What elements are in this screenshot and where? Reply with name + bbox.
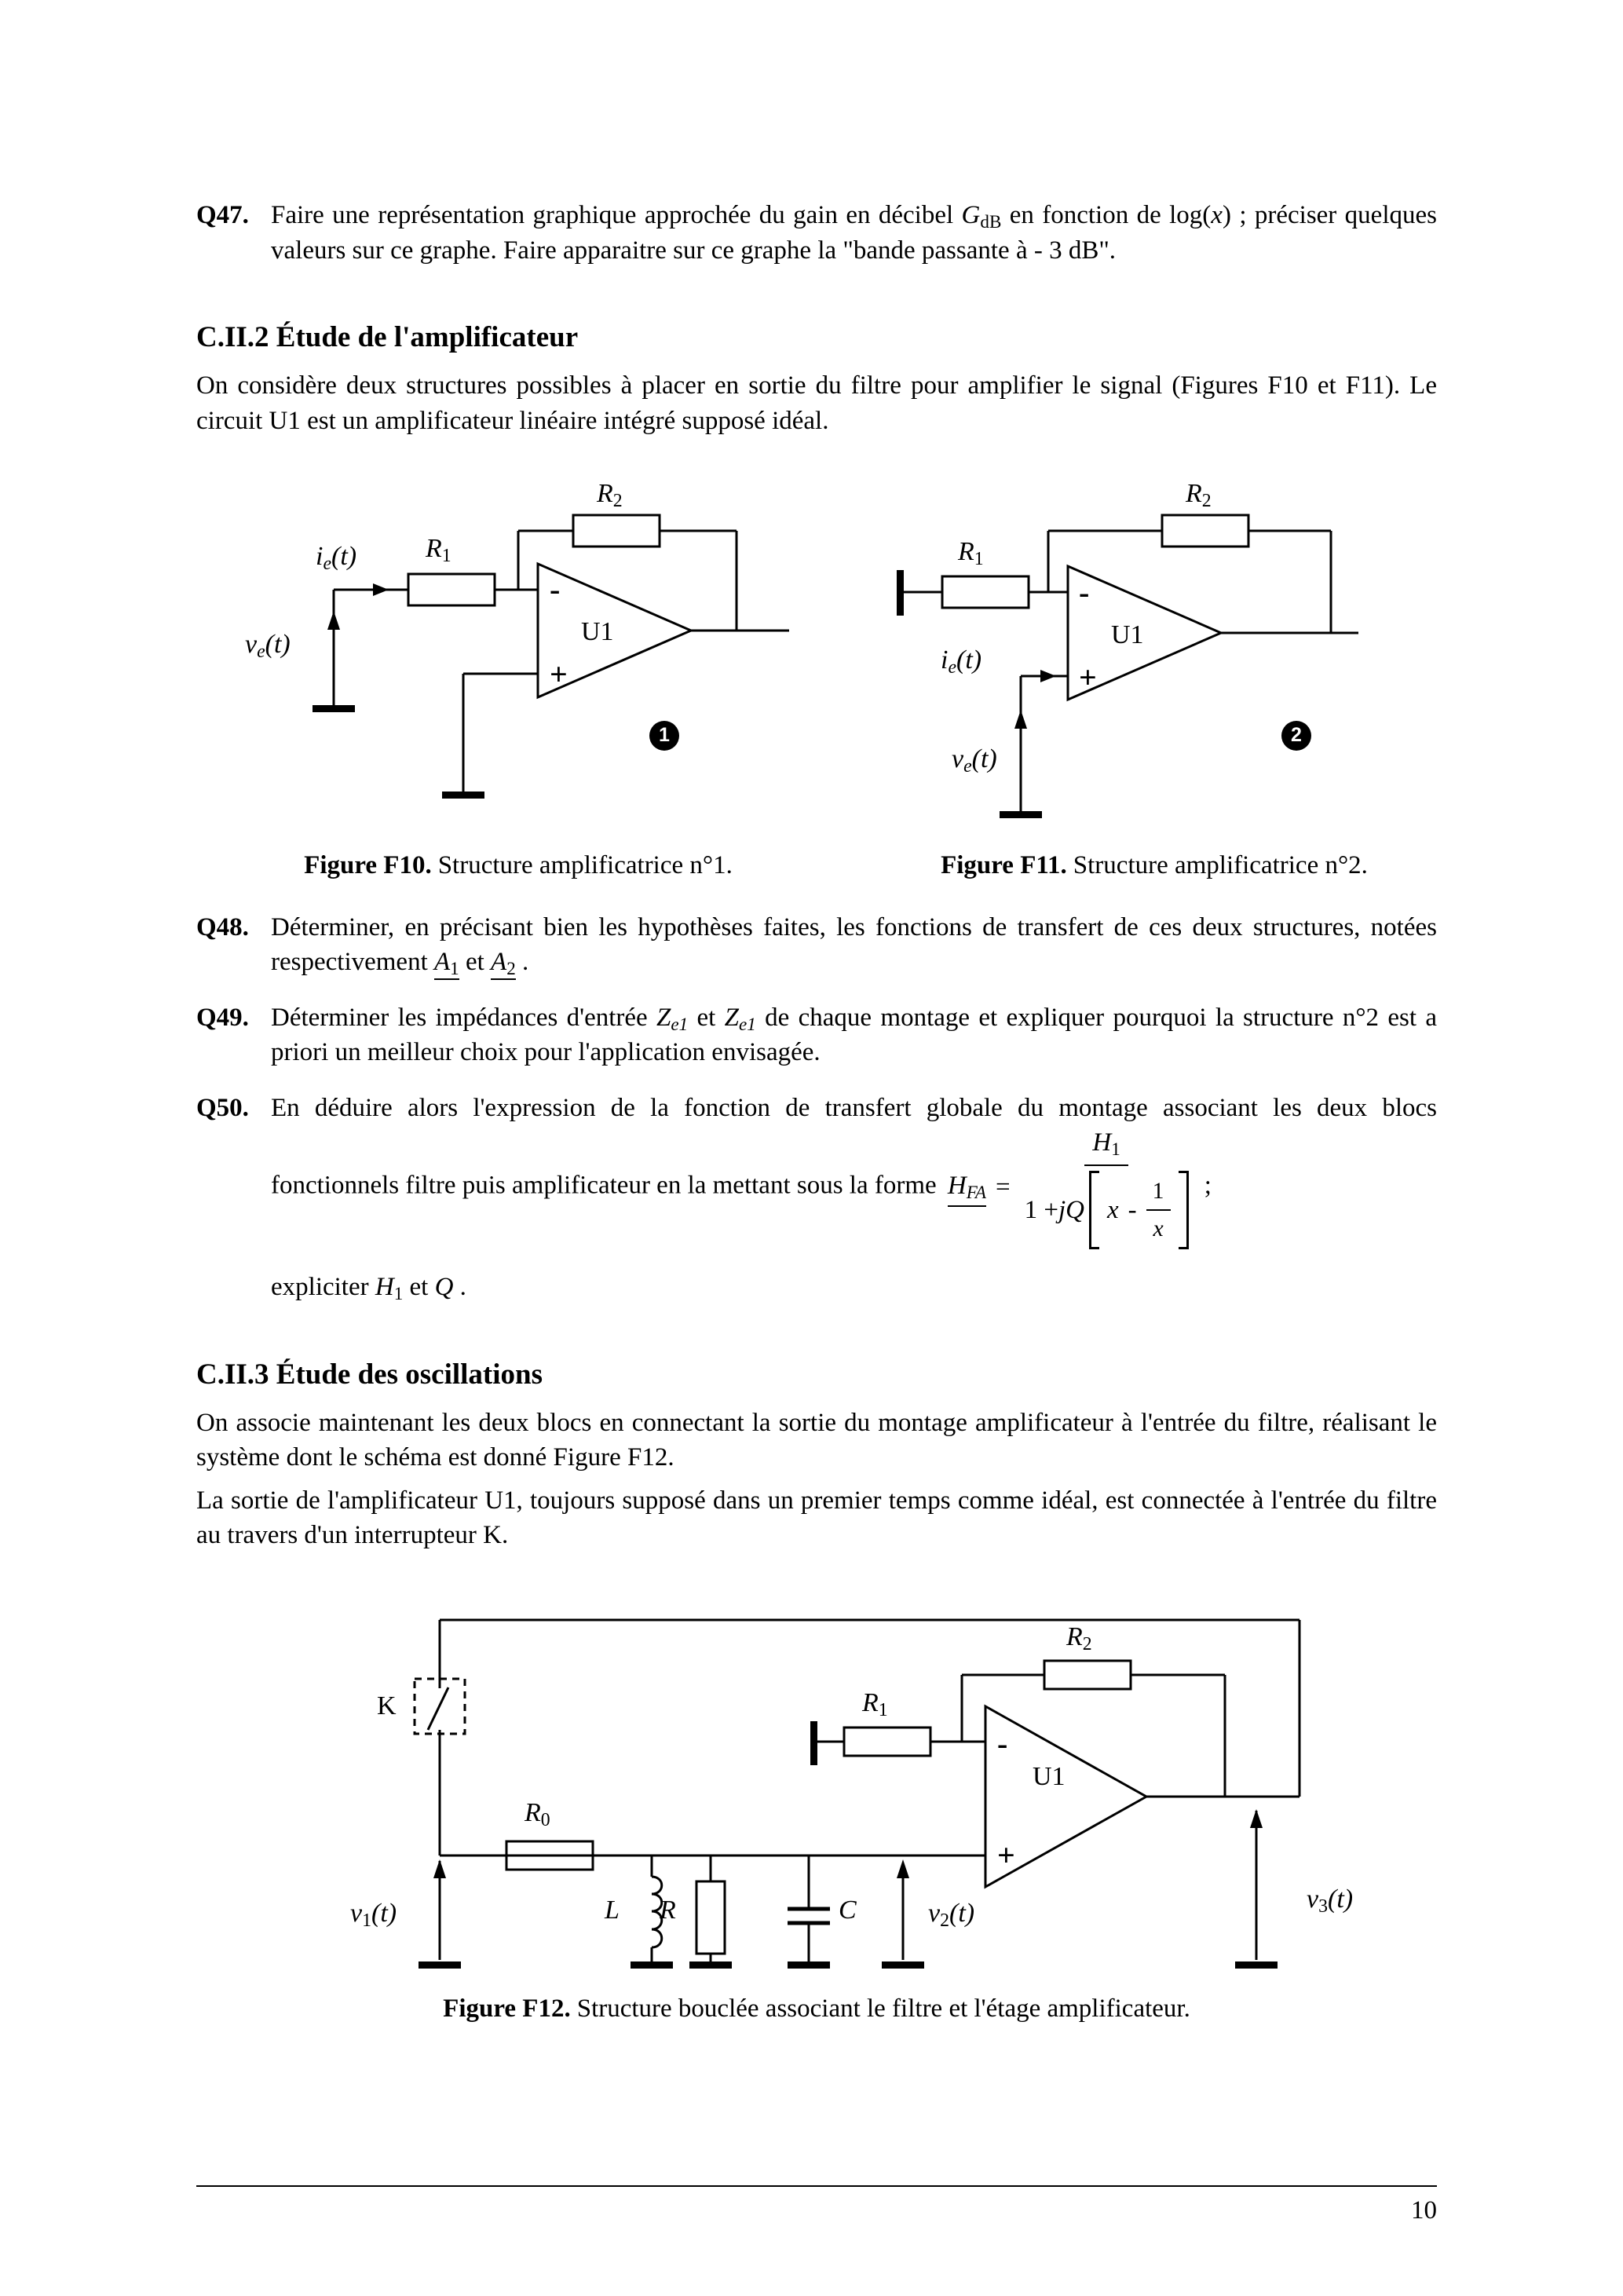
opamp-minus-f10: - [550,572,561,608]
caption-f10: Figure F10. Structure amplificatrice n°1. [304,851,733,880]
section-title-oscillations: C.II.3 Étude des oscillations [196,1358,543,1391]
label-r1-f10: $R_1$ [426,534,451,567]
label-r2-f10: $R_2$ [597,479,623,512]
label-v1: $v_1(t)$ [350,1898,397,1931]
circuit-f12-schematic [330,1585,1390,1977]
figure-f10 [243,476,793,883]
label-l-inductor: L [605,1895,620,1925]
opamp-plus-f11: + [1079,660,1097,696]
label-r2-f12: $R_2$ [1066,1621,1092,1654]
math-h1: $H_1$ [375,1273,404,1303]
opamp-plus-f10: + [550,656,568,693]
circuit-f11 [879,476,1429,837]
label-ie-f10: $i_e(t)$ [316,542,357,575]
formula-bracket: x - 1 x [1089,1171,1189,1249]
label-r0: $R_0$ [525,1797,550,1830]
footer-rule [196,2185,1437,2228]
caption-f11: Figure F11. Structure amplificatrice n°2. [941,851,1368,880]
math-ze2: $Z_{e1}$ [724,1003,756,1034]
opamp-plus-f12: + [997,1837,1015,1873]
formula-denominator: 1 + jQ x - 1 x [1020,1166,1193,1249]
opamp-u1-f12: U1 [1033,1761,1066,1791]
label-r1-f12: $R_1$ [862,1687,888,1720]
section-title-amplificateur: C.II.2 Étude de l'amplificateur [196,321,579,354]
math-a1: $A_1$ [434,948,459,980]
q47-label: Q47. [196,201,249,229]
label-r1-f11: $R_1$ [958,537,984,570]
formula-numerator: $H_1$ [1084,1125,1128,1166]
label-v2: $v_2(t)$ [928,1898,975,1931]
label-switch-k: K [377,1691,397,1720]
label-ve-f11: $v_e(t)$ [952,744,997,777]
label-r-resistor: R [660,1895,676,1925]
label-v3: $v_3(t)$ [1307,1884,1354,1917]
figure-f12 [330,1585,1390,1977]
question-q48: Q48. Déterminer, en précisant bien les hypothèses faites, les fonctions de transfert de ces deux structures, notées respectivement $A_1$ et $A_2$ . [196,910,1437,980]
question-q47: Q47. Faire une représentation graphique approchée du gain en décibel $G_{dB}$ en fonction de log(x) ; préciser quelques valeurs sur ce graphe. Faire apparaitre sur ce graphe la "bande passante à - 3 dB". [196,198,1437,268]
formula-fraction [1020,1125,1193,1249]
q49-label: Q49. [196,1003,249,1032]
intro-paragraph: On considère deux structures possibles à placer en sortie du filtre pour amplifier le signal (Figures F10 et F11). Le circuit U1 est un amplificateur linéaire intégré supposé idéal. [196,371,1437,435]
circuit-f10-schematic [243,476,793,837]
label-c-capacitor: C [839,1895,857,1925]
label-ve-f10: $v_e(t)$ [245,630,291,663]
opamp-u1-f10: U1 [581,617,614,647]
page-content [196,198,1437,2026]
circled-number-1: 1 [649,721,679,751]
math-a2: $A_2$ [491,948,516,980]
page-number: 10 [1411,2196,1437,2225]
circuit-f10 [243,476,793,837]
q50-label: Q50. [196,1093,249,1122]
hfa-formula: $H_{FA}$ = $H_1$ 1 + jQ x - 1 x [948,1125,1193,1249]
figures-row [196,476,1437,883]
opamp-u1-f11: U1 [1111,620,1144,650]
circled-number-2: 2 [1281,721,1311,751]
opamp-minus-f12: - [997,1725,1008,1761]
opamp-minus-f11: - [1079,575,1090,611]
math-gdb: G [961,201,981,229]
question-q50: Q50. En déduire alors l'expression de la fonction de transfert globale du montage associant les deux blocs fonctionnels filtre puis amplificateur en la mettant sous la forme $H_{FA}$ = $H_1$ 1 + jQ x - 1 x ; [196,1091,1437,1249]
formula-inner-fraction: 1 x [1146,1175,1171,1245]
label-ie-f11: $i_e(t)$ [941,645,982,678]
label-r2-f11: $R_2$ [1186,479,1212,512]
figure-f11 [879,476,1429,883]
math-ze1: $Z_{e1}$ [656,1003,689,1034]
question-q49: Q49. Déterminer les impédances d'entrée $Z_{e1}$ et $Z_{e1}$ de chaque montage et expliquer pourquoi la structure n°2 est a priori un meilleur choix pour l'application envisagée. [196,1000,1437,1070]
q50-continuation: expliciter $H_1$ et Q . [271,1273,466,1303]
osc-paragraph-2: La sortie de l'amplificateur U1, toujours supposé dans un premier temps comme idéal, est connectée à l'entrée du filtre au travers d'un interrupteur K. [196,1486,1437,1550]
math-hfa: $H_{FA}$ [948,1168,986,1208]
q48-label: Q48. [196,912,249,941]
osc-paragraph-1: On associe maintenant les deux blocs en connectant la sortie du montage amplificateur à l'entrée du filtre, réalisant le système dont le schéma est donné Figure F12. [196,1408,1437,1472]
caption-f12: Figure F12. Structure bouclée associant le filtre et l'étage amplificateur. [443,1994,1190,2023]
